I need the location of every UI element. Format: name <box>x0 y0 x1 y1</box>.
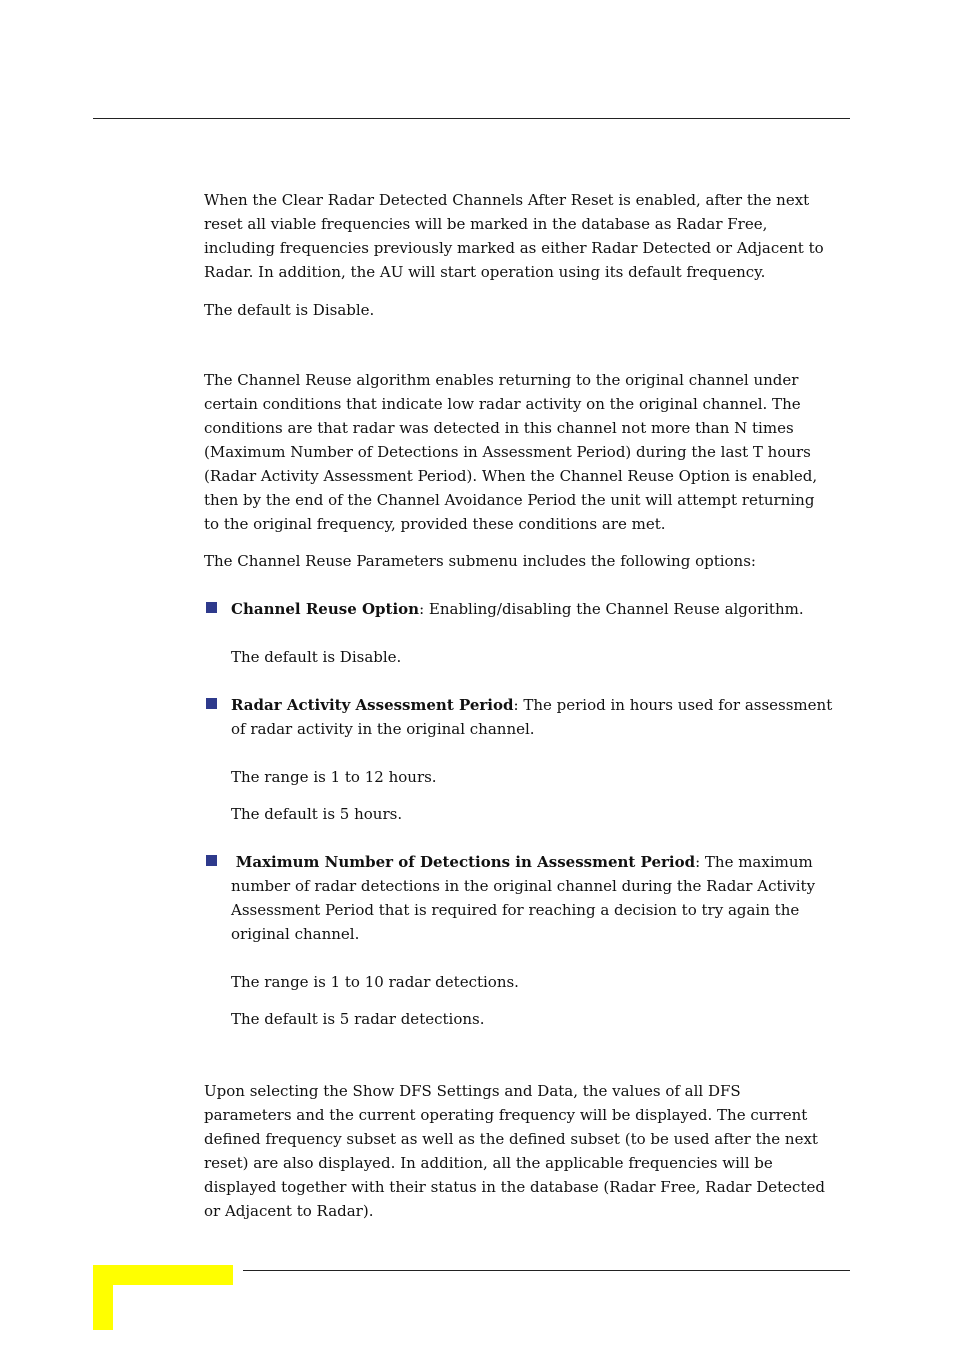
submenu-intro: The Channel Reuse Parameters submenu includes the following options: <box>204 552 756 570</box>
option-note: The default is Disable. <box>231 648 402 666</box>
option-note: The range is 1 to 12 hours. <box>231 768 437 786</box>
clear-radar-paragraph: When the Clear Radar Detected Channels After Reset is enabled, after the next reset all viable frequencies will be marked in the database as Radar Free, including frequencies previously marked as either Radar Detected or Adjacent to Radar. In addition, the AU will start operation using its default frequency. <box>204 191 824 281</box>
header-rule <box>93 118 850 119</box>
bullet-square-icon <box>206 855 217 866</box>
bullet-square-icon <box>206 602 217 613</box>
clear-radar-default: The default is Disable. <box>204 301 375 319</box>
option-note: The default is 5 radar detections. <box>231 1010 485 1028</box>
option-term: Channel Reuse Option <box>231 600 420 618</box>
option-radar-activity-period: Radar Activity Assessment Period: The period in hours used for assessment of radar activity in the original channel. <box>231 696 833 738</box>
page-corner-tab <box>93 1265 233 1285</box>
option-term: Radar Activity Assessment Period <box>231 696 514 714</box>
option-channel-reuse: Channel Reuse Option: Enabling/disabling the Channel Reuse algorithm. <box>231 600 804 618</box>
option-term: Maximum Number of Detections in Assessment Period <box>235 853 696 871</box>
page-corner-tab-vertical <box>93 1265 113 1330</box>
channel-reuse-paragraph: The Channel Reuse algorithm enables returning to the original channel under certain conditions that indicate low radar activity on the original channel. The conditions are that radar was detected in this channel not more than N times (Maximum Number of Detections in Assessment Period) during the last T hours (Radar Activity Assessment Period). When the Channel Reuse Option is enabled, then by the end of the Channel Avoidance Period the unit will attempt returning to the original frequency, provided these conditions are met. <box>204 371 818 533</box>
show-dfs-paragraph: Upon selecting the Show DFS Settings and Data, the values of all DFS parameters and the current operating frequency will be displayed. The current defined frequency subset as well as the defined subset (to be used after the next reset) are also displayed. In addition, all the applicable frequencies will be displayed together with their status in the database (Radar Free, Radar Detected or Adjacent to Radar). <box>204 1082 825 1220</box>
footer-rule <box>243 1270 850 1271</box>
bullet-square-icon <box>206 698 217 709</box>
option-note: The range is 1 to 10 radar detections. <box>231 973 519 991</box>
option-note: The default is 5 hours. <box>231 805 403 823</box>
option-max-detections: Maximum Number of Detections in Assessment Period: The maximum number of radar detections in the original channel during the Radar Activity Assessment Period that is required for reaching a decision to try again the original channel. <box>231 853 816 943</box>
